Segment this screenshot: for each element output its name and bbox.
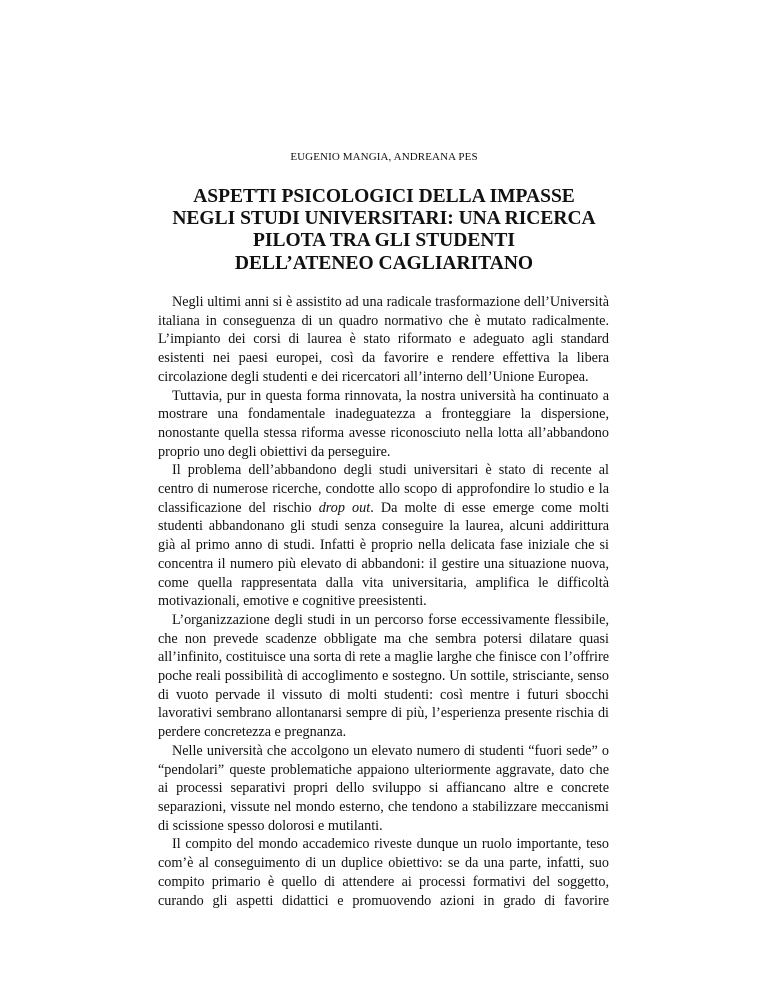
paragraph: L’organizzazione degli studi in un percorso forse eccessivamente flessibile, che non prevede scadenze obbligate ma che sembra potersi dilatare quasi all’infinito, costituisce una sorta di rete a maglie larghe che finisce con l’offrire poche reali possibilità di accoglimento e sostegno. Un sottile, strisciante, senso di vuoto pervade il vissuto di molti studenti: così mentre i futuri sbocchi lavorativi sembrano allontanarsi sempre di più, l’esperienza presente rischia di perdere concretezza e pregnanza. bbox=[158, 611, 609, 741]
title-line: NEGLI STUDI UNIVERSITARI: UNA RICERCA bbox=[172, 208, 596, 230]
title-line: ASPETTI PSICOLOGICI DELLA IMPASSE bbox=[193, 186, 575, 207]
paragraph bbox=[158, 461, 609, 611]
paragraph: Il compito del mondo accademico riveste dunque un ruolo importante, teso com’è al conseguimento di un duplice obiettivo: se da una parte, infatti, suo compito primario è quello di attendere ai processi formativi del soggetto, curando gli aspetti didattici e promuovendo azioni in grado di favorire bbox=[158, 836, 609, 909]
authors-line: EUGENIO MANGIA, ANDREANA PES bbox=[290, 151, 478, 163]
article-body bbox=[158, 293, 609, 910]
emphasis-term: drop out bbox=[318, 499, 371, 516]
paragraph: Nelle università che accolgono un elevato numero di studenti “fuori sede” o “pendolari” queste problematiche appaiono ulteriormente aggravate, dato che ai processi separativi propri dello sviluppo si affiancano altre e concrete separazioni, vissute nel mondo esterno, che tendono a stabilizzare meccanismi di scissione spesso dolorosi e mutilanti. bbox=[158, 742, 609, 834]
title-line: PILOTA TRA GLI STUDENTI bbox=[252, 230, 516, 252]
paragraph: Tuttavia, pur in questa forma rinnovata, la nostra università ha continuato a mostrare una fondamentale inadeguatezza a fronteggiare la dispersione, nonostante quella stessa riforma avesse riconosciuto nella lotta all’abbandono proprio uno degli obiettivi da perseguire. bbox=[158, 387, 609, 460]
title-line: DELL’ATENEO CAGLIARITANO bbox=[234, 252, 534, 274]
article-title bbox=[150, 186, 618, 275]
paragraph-text: . Da molte di esse emerge come molti studenti abbandonano gli studi senza conseguire la laurea, alcuni addirittura già al primo anno di studi. Infatti è proprio nella delicata fase iniziale che si concentra il numero più elevato di abbandoni: il gestire una situazione nuova, come quella rappresentata dalla vita universitaria, amplifica le difficoltà motivazionali, emotive e cognitive preesistenti. bbox=[158, 499, 610, 610]
paragraph-text: Il problema dell’abbandono degli studi universitari è stato di recente al centro di numerose ricerche, condotte allo scopo di approfondire lo studio e la classificazione del rischio bbox=[158, 462, 609, 516]
paragraph: Negli ultimi anni si è assistito ad una radicale trasformazione dell’Università italiana in conseguenza di un quadro normativo che è mutato radicalmente. L’impianto dei corsi di laurea è stato riformato e adeguato agli standard esistenti nei paesi europei, così da favorire e rendere effettiva la libera circolazione degli studenti e dei ricercatori all’interno dell’Unione Europea. bbox=[158, 294, 609, 385]
